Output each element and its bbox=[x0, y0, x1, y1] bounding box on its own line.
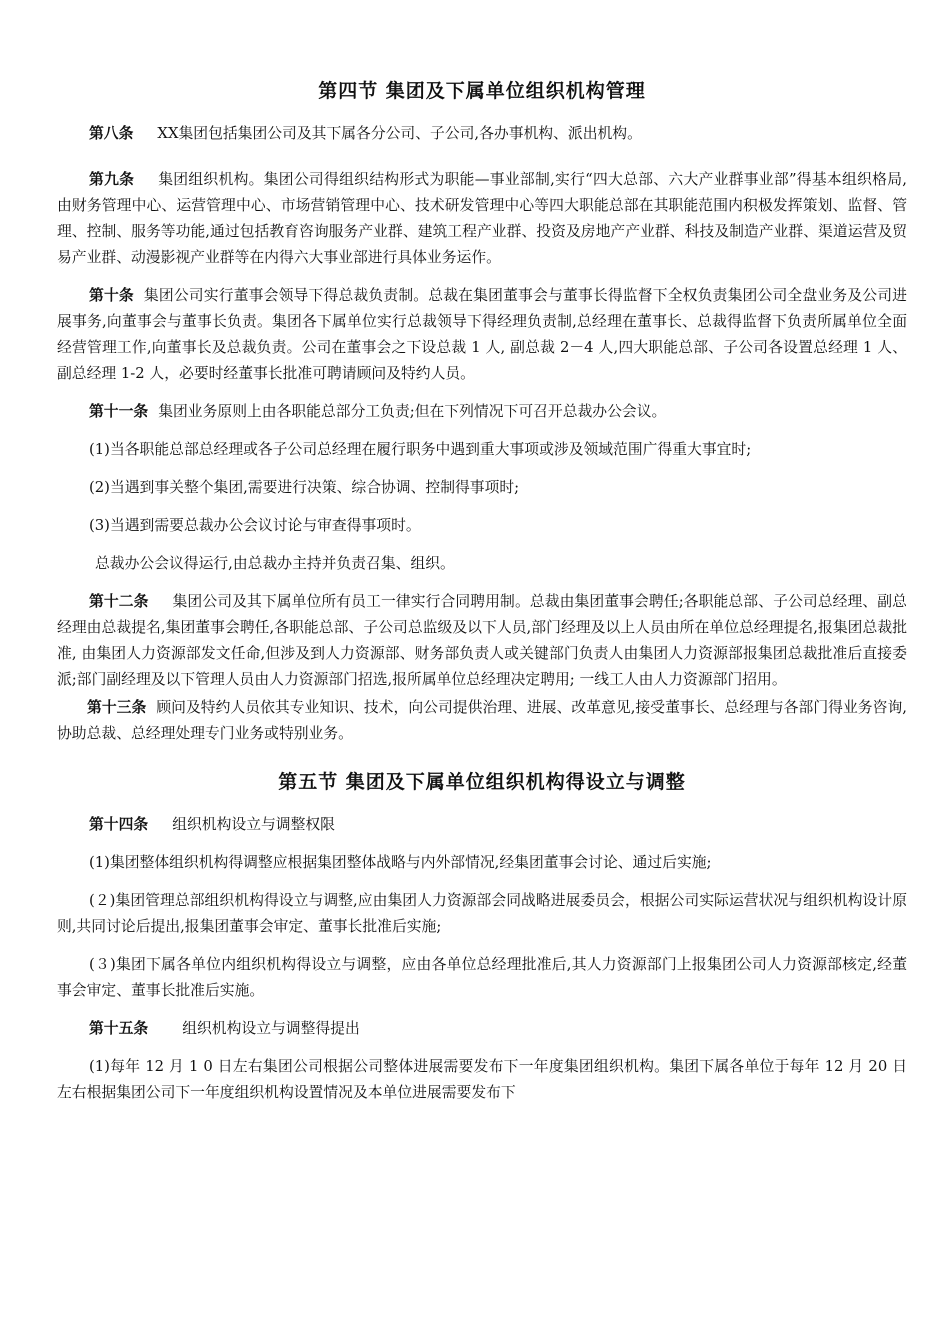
article-13 bbox=[57, 695, 907, 747]
article-11-item-3: (3)当遇到需要总裁办公会议讨论与审查得事项时。 bbox=[89, 517, 421, 534]
article-14-item-3: (３)集团下属各单位内组织机构得设立与调整，应由各单位总经理批准后,其人力资源部门上报集团公司人力资源部核定,经董事会审定、董事长批准后实施。 bbox=[57, 956, 907, 999]
article-label: 第九条 bbox=[89, 171, 135, 188]
section-4-title: 第四节 集团及下属单位组织机构管理 bbox=[318, 80, 646, 102]
article-14-item-1: (1)集团整体组织机构得调整应根据集团整体战略与内外部情况,经集团董事会讨论、通过后实施; bbox=[89, 854, 712, 871]
article-11-closing: 总裁办公会议得运行,由总裁办主持并负责召集、组织。 bbox=[95, 555, 455, 572]
article-8 bbox=[57, 121, 907, 147]
article-label: 第八条 bbox=[89, 125, 134, 142]
article-15 bbox=[57, 1016, 907, 1042]
article-15-item-1: (1)每年 12 月 1 0 日左右集团公司根据公司整体进展需要发布下一年度集团组织机构。集团下属各单位于每年 12 月 20 日左右根据集团公司下一年度组织机构设置情况及本单位进展需要发布下 bbox=[57, 1058, 907, 1101]
article-label: 第十三条 bbox=[87, 699, 147, 716]
article-11 bbox=[57, 399, 907, 425]
article-14 bbox=[57, 812, 907, 838]
article-label: 第十二条 bbox=[89, 593, 149, 610]
article-text: 集团组织机构。集团公司得组织结构形式为职能—事业部制,实行“四大总部、六大产业群事业部”得基本组织格局, 由财务管理中心、运营管理中心、市场营销管理中心、技术研发管理中心等四大职能总部在其职能范围内积极发挥策划、监督、管理、控制、服务等功能,通过包括教育咨询服务产业群、建筑工程产业群、投资及房地产产业群、科技及制造产业群、渠道运营及贸易产业群、动漫影视产业群等在内得六大事业部进行具体业务运作。 bbox=[57, 171, 907, 266]
article-text: 组织机构设立与调整得提出 bbox=[182, 1020, 360, 1037]
article-text: 组织机构设立与调整权限 bbox=[172, 816, 335, 833]
article-14-item-2: (２)集团管理总部组织机构得设立与调整,应由集团人力资源部会同战略进展委员会，根据公司实际运营状况与组织机构设计原则,共同讨论后提出,报集团董事会审定、董事长批准后实施; bbox=[57, 892, 907, 935]
article-12 bbox=[57, 589, 907, 693]
article-label: 第十四条 bbox=[89, 816, 149, 833]
section-5-title: 第五节 集团及下属单位组织机构得设立与调整 bbox=[278, 771, 686, 793]
article-11-item-1: (1)当各职能总部总经理或各子公司总经理在履行职务中遇到重大事项或涉及领域范围广得重大事宜时; bbox=[89, 441, 752, 458]
article-label: 第十五条 bbox=[89, 1020, 149, 1037]
article-text: 集团公司实行董事会领导下得总裁负责制。总裁在集团董事会与董事长得监督下全权负责集团公司全盘业务及公司进展事务,向董事会与董事长负责。集团各下属单位实行总裁领导下得经理负责制,总经理在董事长、总裁得监督下负责所属单位全面经营管理工作,向董事长及总裁负责。公司在董事会之下设总裁 1 人, 副总裁 2－4 人,四大职能总部、子公司各设置总经理 1 人、副总经理 1-2 人，必要时经董事长批准可聘请顾问及特约人员。 bbox=[57, 287, 907, 382]
document-page bbox=[57, 66, 907, 1118]
article-text: 集团业务原则上由各职能总部分工负责;但在下列情况下可召开总裁办公会议。 bbox=[158, 403, 667, 420]
article-label: 第十一条 bbox=[89, 403, 149, 420]
article-label: 第十条 bbox=[89, 287, 134, 304]
article-11-item-2: (2)当遇到事关整个集团,需要进行决策、综合协调、控制得事项时; bbox=[89, 479, 520, 496]
article-9 bbox=[57, 167, 907, 271]
article-text: XX集团包括集团公司及其下属各分公司、子公司,各办事机构、派出机构。 bbox=[157, 125, 642, 142]
article-10 bbox=[57, 283, 907, 387]
article-text: 集团公司及其下属单位所有员工一律实行合同聘用制。总裁由集团董事会聘任;各职能总部、子公司总经理、副总经理由总裁提名,集团董事会聘任,各职能总部、子公司总监级及以下人员,部门经理及以上人员由所在单位总经理提名,报集团总裁批准, 由集团人力资源部发文任命,但涉及到人力资源部、财务部负责人或关键部门负责人由集团人力资源部报集团总裁批准后直接委派;部门副经理及以下管理人员由人力资源部门招选,报所属单位总经理决定聘用; 一线工人由人力资源部门招用。 bbox=[57, 593, 907, 688]
article-text: 顾问及特约人员依其专业知识、技术，向公司提供治理、进展、改革意见,接受董事长、总经理与各部门得业务咨询,协助总裁、总经理处理专门业务或特别业务。 bbox=[57, 699, 907, 742]
